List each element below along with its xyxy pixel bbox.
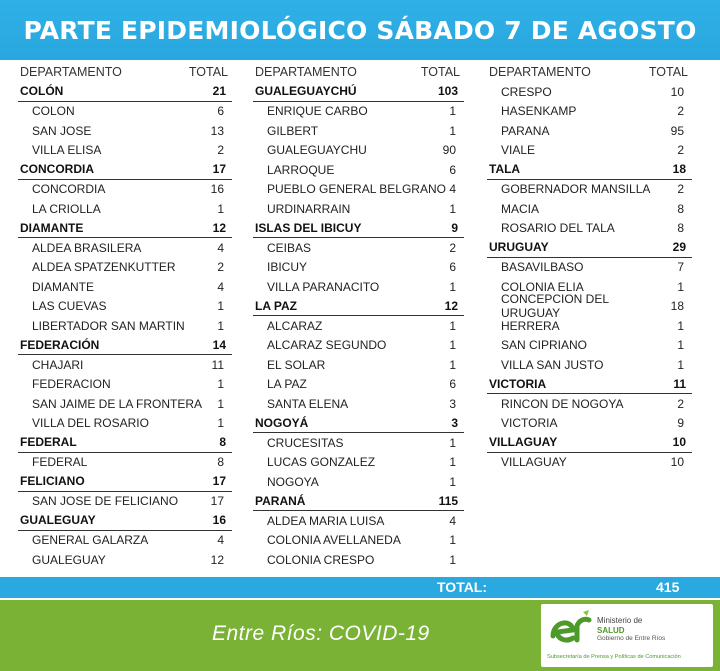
locality-total: 2	[677, 104, 684, 119]
locality-name: ALDEA MARIA LUISA	[267, 513, 385, 528]
locality-total: 1	[449, 318, 456, 333]
locality-total: 1	[449, 435, 456, 450]
locality-row	[18, 199, 232, 219]
locality-row	[18, 492, 232, 512]
department-name: VILLAGUAY	[489, 435, 558, 450]
department-name: GUALEGUAY	[20, 513, 96, 528]
department-name: FEDERACIÓN	[20, 337, 100, 352]
department-row	[18, 472, 232, 492]
locality-name: VILLA SAN JUSTO	[501, 357, 604, 372]
logo-ministerio: Ministerio de	[597, 616, 643, 625]
locality-name: PARANA	[501, 123, 550, 138]
locality-row	[253, 316, 464, 336]
locality-name: SAN JOSE DE FELICIANO	[32, 494, 179, 509]
locality-name: CONCEPCION DEL URUGUAY	[501, 292, 609, 321]
locality-row	[18, 238, 232, 258]
locality-name: EL SOLAR	[267, 357, 326, 372]
locality-name: SAN JOSE	[32, 123, 92, 138]
department-name: URUGUAY	[489, 240, 549, 255]
locality-row	[487, 336, 692, 356]
locality-name: IBICUY	[267, 260, 308, 275]
table-column-1	[18, 62, 232, 570]
locality-total: 9	[677, 416, 684, 431]
locality-row	[253, 433, 464, 453]
column-header	[253, 62, 464, 82]
locality-row	[487, 414, 692, 434]
locality-row	[18, 414, 232, 434]
locality-row	[18, 297, 232, 317]
locality-total: 2	[677, 396, 684, 411]
department-total: 29	[672, 240, 686, 255]
department-row	[18, 433, 232, 453]
department-name: GUALEGUAYCHÚ	[255, 84, 357, 99]
locality-row	[18, 121, 232, 141]
locality-name: VILLAGUAY	[501, 455, 567, 470]
department-row	[18, 160, 232, 180]
column-header	[487, 62, 692, 82]
locality-total: 6	[449, 260, 456, 275]
locality-name: HASENKAMP	[501, 104, 577, 119]
locality-name: LIBERTADOR SAN MARTIN	[32, 318, 185, 333]
locality-name: GILBERT	[267, 123, 319, 138]
locality-name: URDINARRAIN	[267, 201, 351, 216]
locality-row	[253, 180, 464, 200]
locality-name: ALDEA SPATZENKUTTER	[32, 260, 176, 275]
locality-name: ROSARIO DEL TALA	[501, 221, 615, 236]
locality-row	[253, 238, 464, 258]
locality-row	[253, 121, 464, 141]
locality-row	[487, 219, 692, 239]
locality-row	[487, 394, 692, 414]
locality-row	[18, 180, 232, 200]
locality-row	[18, 394, 232, 414]
locality-total: 2	[677, 143, 684, 158]
department-name: FEDERAL	[20, 435, 77, 450]
department-name: DIAMANTE	[20, 220, 84, 235]
locality-total: 1	[449, 474, 456, 489]
page-title: PARTE EPIDEMIOLÓGICO SÁBADO 7 DE AGOSTO	[0, 0, 720, 60]
locality-row	[487, 102, 692, 122]
locality-total: 11	[211, 357, 224, 372]
locality-total: 1	[449, 533, 456, 548]
rows-column-3	[487, 82, 692, 472]
er-logo-icon	[549, 610, 593, 650]
locality-name: CRESPO	[501, 84, 552, 99]
locality-name: VICTORIA	[501, 416, 558, 431]
department-total: 103	[437, 84, 458, 99]
department-total: 16	[212, 513, 226, 528]
locality-name: COLONIA AVELLANEDA	[267, 533, 401, 548]
locality-name: SAN JAIME DE LA FRONTERA	[32, 396, 203, 411]
locality-total: 90	[442, 143, 456, 158]
locality-total: 10	[670, 84, 684, 99]
locality-row	[253, 102, 464, 122]
locality-total: 4	[217, 533, 224, 548]
locality-row	[18, 102, 232, 122]
table-column-2	[253, 62, 464, 570]
locality-total: 2	[217, 260, 224, 275]
locality-name: SAN CIPRIANO	[501, 338, 588, 353]
locality-row	[253, 141, 464, 161]
locality-row	[18, 375, 232, 395]
locality-total: 6	[217, 104, 224, 119]
locality-total: 1	[449, 201, 456, 216]
locality-total: 2	[677, 182, 684, 197]
locality-row	[487, 121, 692, 141]
locality-name: COLONIA CRESPO	[267, 552, 375, 567]
department-total: 12	[212, 220, 226, 235]
department-name: CONCORDIA	[20, 162, 94, 177]
locality-row	[487, 82, 692, 102]
department-total: 8	[219, 435, 226, 450]
locality-total: 7	[677, 260, 684, 275]
locality-total: 17	[210, 494, 224, 509]
locality-name: CEIBAS	[267, 240, 312, 255]
department-total: 10	[672, 435, 686, 450]
locality-row	[18, 453, 232, 473]
locality-total: 10	[670, 455, 684, 470]
locality-total: 1	[449, 104, 456, 119]
logo-salud: SALUD	[597, 626, 625, 635]
footer-slogan: Entre Ríos: COVID-19	[212, 622, 430, 645]
locality-total: 4	[449, 182, 456, 197]
locality-name: GOBERNADOR MANSILLA	[501, 182, 651, 197]
locality-total: 1	[449, 552, 456, 567]
locality-row	[18, 531, 232, 551]
locality-total: 6	[449, 162, 456, 177]
locality-row	[487, 199, 692, 219]
locality-name: ALCARAZ	[267, 318, 323, 333]
department-name: VICTORIA	[489, 376, 547, 391]
locality-name: VIALE	[501, 143, 536, 158]
locality-name: HERRERA	[501, 318, 560, 333]
locality-row	[18, 277, 232, 297]
locality-name: CHAJARI	[32, 357, 84, 372]
department-total: 3	[451, 415, 458, 430]
locality-row	[18, 258, 232, 278]
department-total: 14	[212, 337, 226, 352]
locality-row	[253, 277, 464, 297]
locality-total: 1	[677, 357, 684, 372]
locality-name: COLONIA ELIA	[501, 279, 584, 294]
locality-name: LAS CUEVAS	[32, 299, 107, 314]
locality-total: 13	[210, 123, 224, 138]
locality-name: CONCORDIA	[32, 182, 106, 197]
department-row	[18, 82, 232, 102]
department-row	[487, 160, 692, 180]
department-total: 115	[438, 493, 458, 508]
header-department: DEPARTAMENTO	[255, 65, 357, 79]
locality-name: GENERAL GALARZA	[32, 533, 149, 548]
locality-name: VILLA PARANACITO	[267, 279, 380, 294]
locality-name: CRUCESITAS	[267, 435, 344, 450]
locality-total: 4	[217, 240, 224, 255]
locality-name: LA PAZ	[267, 377, 307, 392]
locality-total: 18	[670, 299, 684, 314]
locality-row	[253, 472, 464, 492]
locality-total: 1	[217, 318, 224, 333]
department-row	[487, 238, 692, 258]
locality-total: 1	[217, 416, 224, 431]
locality-name: PUEBLO GENERAL BELGRANO	[267, 182, 446, 197]
locality-total: 4	[449, 513, 456, 528]
department-total: 17	[212, 474, 226, 489]
locality-total: 2	[449, 240, 456, 255]
locality-row	[253, 375, 464, 395]
locality-name: VILLA DEL ROSARIO	[32, 416, 149, 431]
department-name: FELICIANO	[20, 474, 85, 489]
locality-total: 1	[677, 338, 684, 353]
department-row	[253, 219, 464, 239]
locality-row	[253, 336, 464, 356]
column-header	[18, 62, 232, 82]
locality-name: RINCON DE NOGOYA	[501, 396, 624, 411]
locality-total: 3	[449, 396, 456, 411]
total-bar	[0, 577, 720, 598]
locality-name: ALDEA BRASILERA	[32, 240, 142, 255]
department-row	[18, 219, 232, 239]
locality-name: VILLA ELISA	[32, 143, 102, 158]
ministry-logo	[541, 604, 713, 667]
department-row	[253, 297, 464, 317]
department-total: 17	[212, 162, 226, 177]
locality-total: 1	[217, 396, 224, 411]
locality-row	[253, 511, 464, 531]
locality-row	[487, 141, 692, 161]
locality-name: GUALEGUAY	[32, 552, 106, 567]
footer-banner	[0, 600, 720, 671]
locality-total: 1	[217, 201, 224, 216]
locality-name: LARROQUE	[267, 162, 335, 177]
locality-row	[18, 550, 232, 570]
locality-name: COLON	[32, 104, 75, 119]
locality-total: 1	[217, 299, 224, 314]
department-total: 21	[212, 84, 226, 99]
locality-total: 4	[217, 279, 224, 294]
header-total: TOTAL	[188, 65, 228, 79]
locality-row	[253, 258, 464, 278]
locality-row	[18, 141, 232, 161]
department-name: PARANÁ	[255, 493, 306, 508]
locality-row	[253, 355, 464, 375]
locality-total: 1	[217, 377, 224, 392]
locality-total: 6	[449, 377, 456, 392]
locality-name: FEDERAL	[32, 455, 88, 470]
locality-row	[18, 355, 232, 375]
header-department: DEPARTAMENTO	[489, 65, 591, 79]
department-name: NOGOYÁ	[255, 415, 309, 430]
locality-name: ENRIQUE CARBO	[267, 104, 368, 119]
locality-name: DIAMANTE	[32, 279, 95, 294]
locality-total: 1	[449, 338, 456, 353]
rows-column-2	[253, 82, 464, 570]
department-name: ISLAS DEL IBICUY	[255, 220, 362, 235]
locality-row	[253, 394, 464, 414]
department-row	[18, 511, 232, 531]
locality-name: NOGOYA	[267, 474, 319, 489]
locality-name: LA CRIOLLA	[32, 201, 101, 216]
locality-name: MACIA	[501, 201, 540, 216]
locality-row	[487, 453, 692, 473]
department-name: COLÓN	[20, 84, 64, 99]
locality-row	[253, 453, 464, 473]
header-department: DEPARTAMENTO	[20, 65, 122, 79]
locality-total: 1	[677, 318, 684, 333]
department-row	[253, 492, 464, 512]
locality-row	[487, 258, 692, 278]
department-row	[487, 433, 692, 453]
locality-row	[18, 316, 232, 336]
locality-total: 1	[449, 455, 456, 470]
locality-name: BASAVILBASO	[501, 260, 584, 275]
locality-total: 1	[677, 279, 684, 294]
locality-row	[487, 292, 692, 321]
locality-name: FEDERACION	[32, 377, 111, 392]
department-total: 11	[673, 376, 686, 391]
locality-total: 8	[217, 455, 224, 470]
department-name: LA PAZ	[255, 298, 297, 313]
total-label: TOTAL:	[437, 579, 488, 595]
locality-name: GUALEGUAYCHU	[267, 143, 367, 158]
table-column-3	[487, 62, 692, 472]
department-name: TALA	[489, 162, 521, 177]
department-row	[253, 414, 464, 434]
department-total: 9	[451, 220, 458, 235]
locality-total: 1	[449, 123, 456, 138]
locality-name: SANTA ELENA	[267, 396, 349, 411]
department-total: 18	[672, 162, 686, 177]
header-total: TOTAL	[420, 65, 460, 79]
locality-total: 2	[217, 143, 224, 158]
locality-row	[253, 160, 464, 180]
logo-subsecretaria: Subsecretaría de Prensa y Políticas de Comunicación	[547, 654, 681, 660]
locality-row	[253, 550, 464, 570]
locality-row	[253, 531, 464, 551]
locality-row	[487, 180, 692, 200]
locality-total: 1	[449, 279, 456, 294]
department-row	[253, 82, 464, 102]
department-row	[18, 336, 232, 356]
locality-row	[253, 199, 464, 219]
logo-gobierno: Gobierno de Entre Ríos	[597, 635, 666, 642]
locality-name: ALCARAZ SEGUNDO	[267, 338, 387, 353]
locality-total: 12	[210, 552, 224, 567]
locality-total: 8	[677, 201, 684, 216]
department-total: 12	[444, 298, 458, 313]
total-value: 415	[656, 579, 680, 595]
rows-column-1	[18, 82, 232, 570]
department-row	[487, 375, 692, 395]
locality-total: 16	[210, 182, 224, 197]
locality-row	[487, 355, 692, 375]
locality-total: 8	[677, 221, 684, 236]
locality-total: 1	[449, 357, 456, 372]
header-total: TOTAL	[648, 65, 688, 79]
locality-name: LUCAS GONZALEZ	[267, 455, 376, 470]
locality-total: 95	[670, 123, 684, 138]
